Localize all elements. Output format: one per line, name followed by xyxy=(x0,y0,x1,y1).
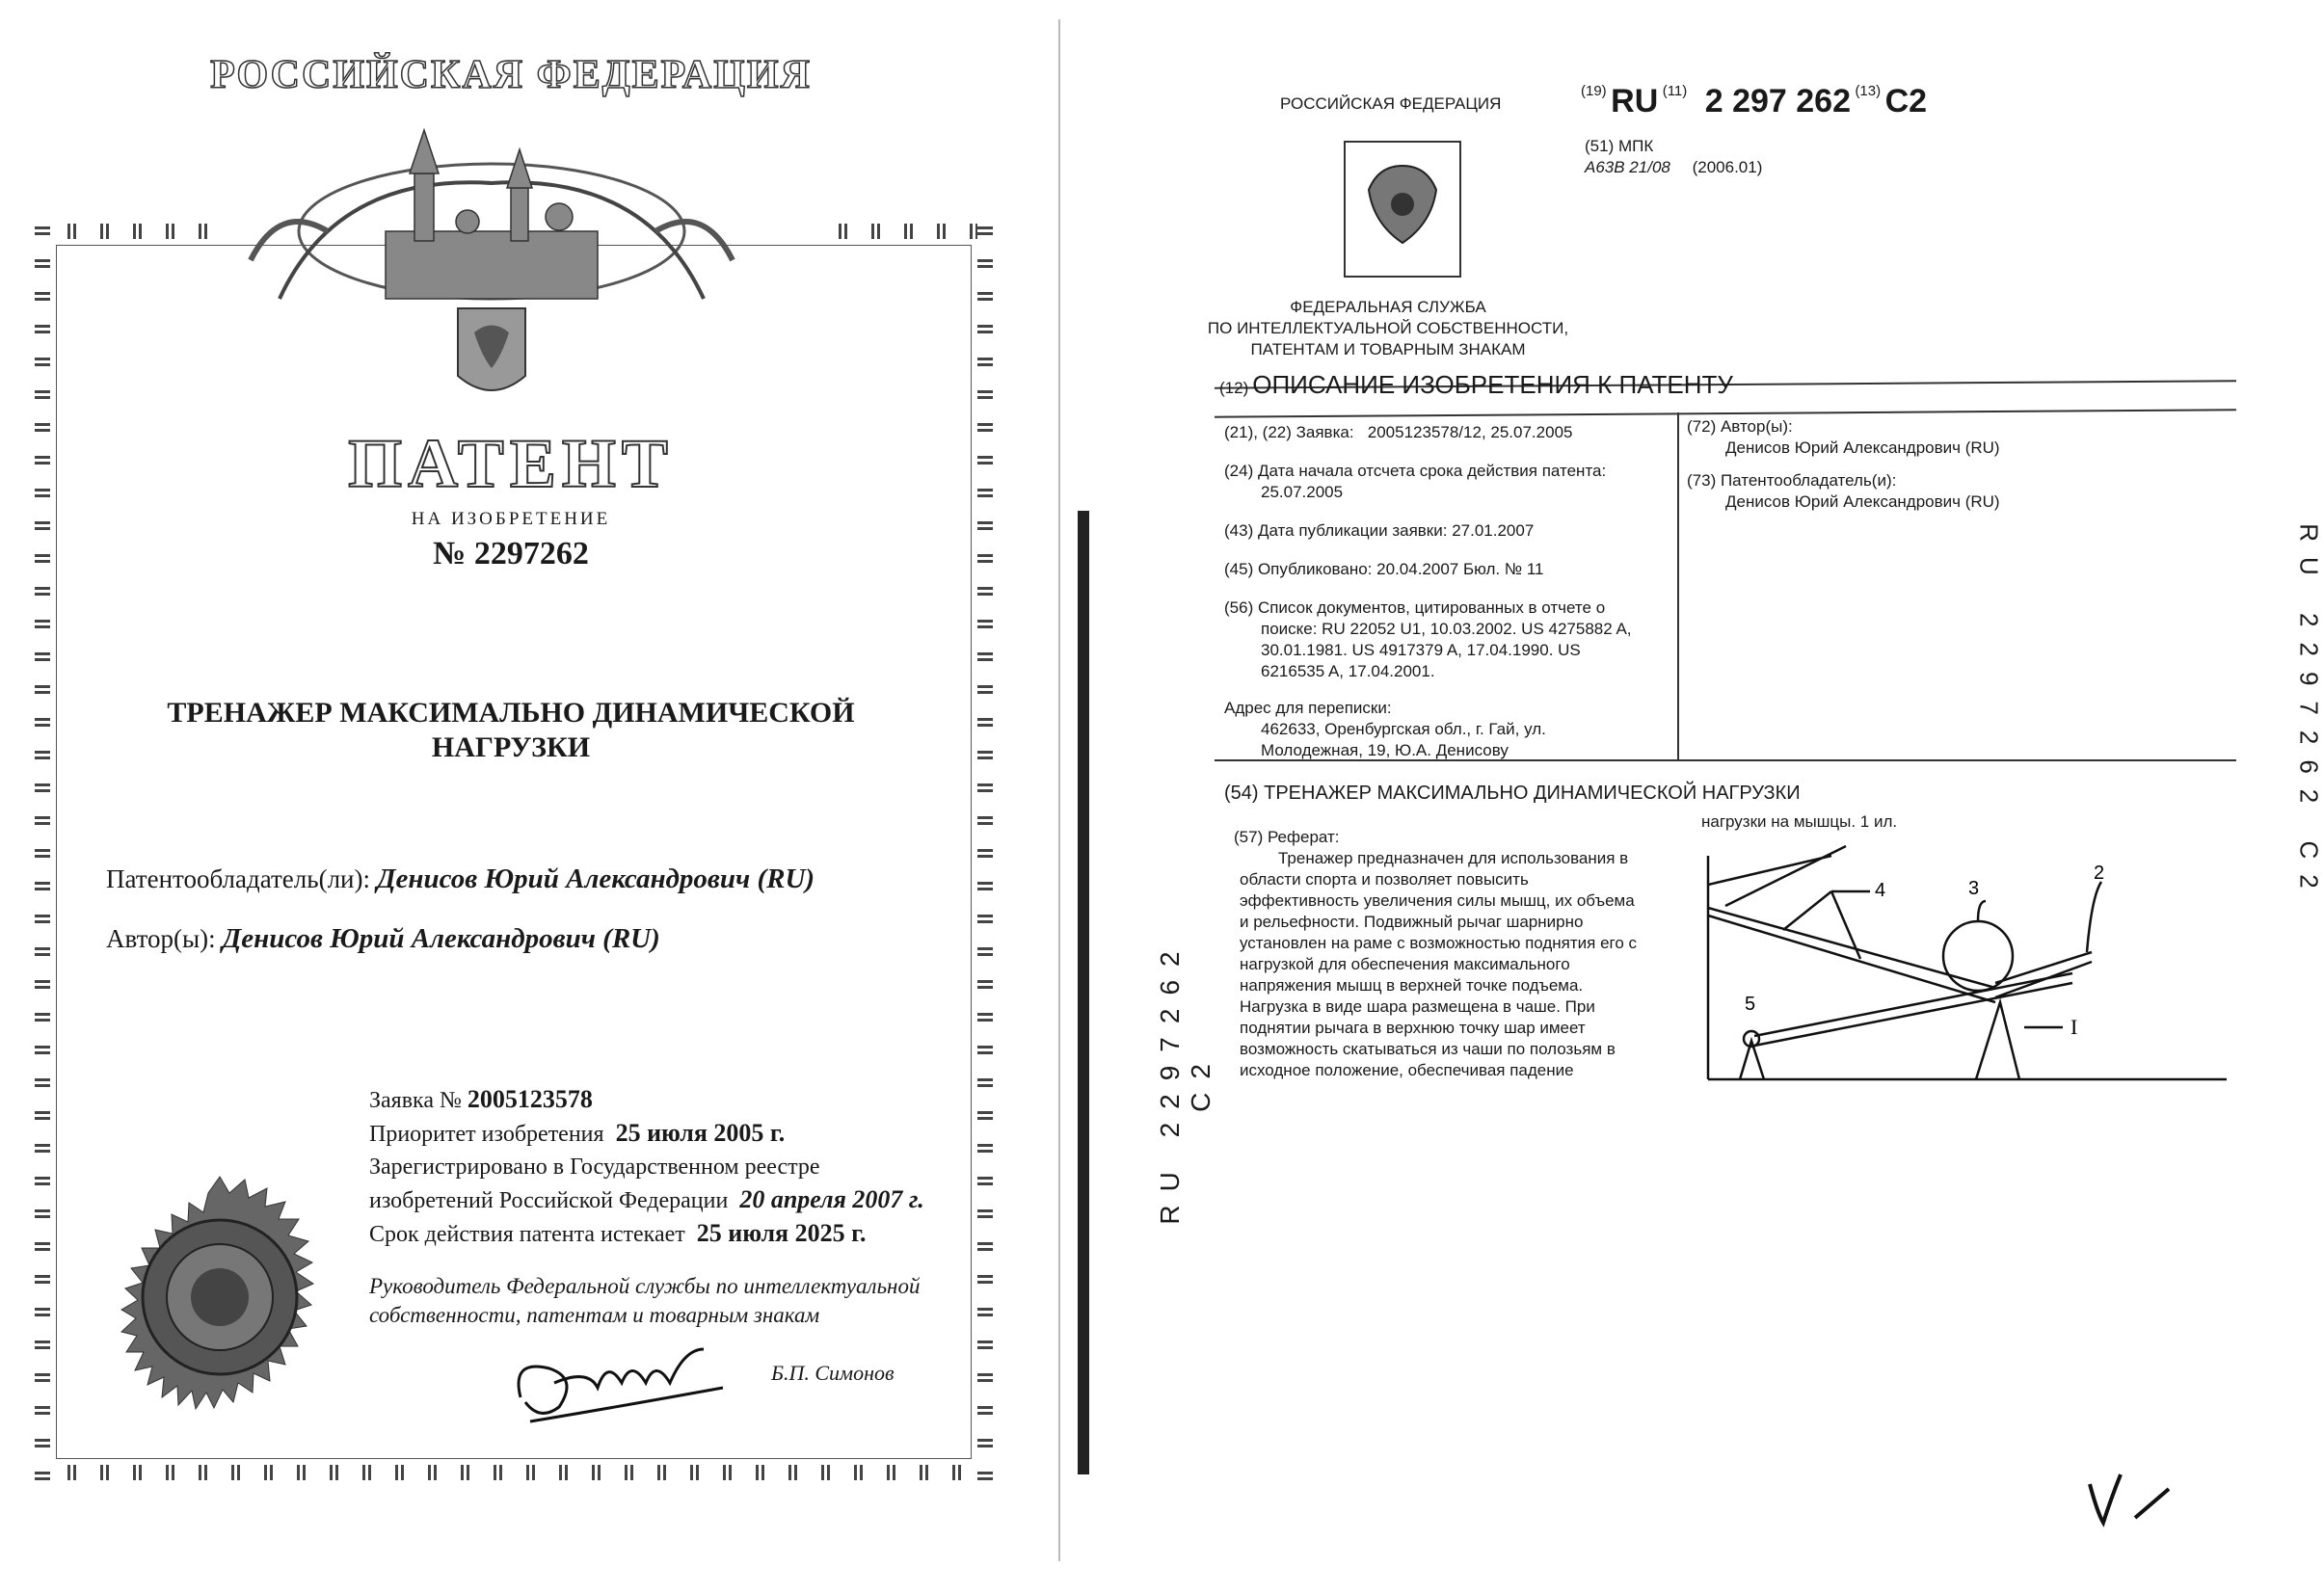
certificate-border-top-right xyxy=(839,224,993,239)
ipc-value: A63B 21/08 xyxy=(1585,158,1670,176)
abstract-line: области спорта и позволяет повысить xyxy=(1240,870,1529,889)
certificate-subtitle: НА ИЗОБРЕТЕНИЕ xyxy=(411,509,611,529)
field-45: (45) Опубликовано: 20.04.2007 Бюл. № 11 xyxy=(1224,560,1544,578)
ipc-label: (51) МПК xyxy=(1585,137,1654,155)
biblio-right-column xyxy=(1687,416,2227,513)
field-24-label: (24) Дата начала отсчета срока действия патента: xyxy=(1224,462,1607,480)
field-56-line4: 6216535 A, 17.04.2001. xyxy=(1261,662,1435,680)
certificate-doc-type: ПАТЕНТ xyxy=(348,425,674,502)
invention-drawing xyxy=(1706,838,2227,1089)
holder-label: Патентообладатель(ли): xyxy=(106,864,370,893)
abstract-line: эффективность увеличения силы мышц, их объема xyxy=(1240,891,1635,910)
fig-label-I: I xyxy=(2070,1015,2078,1039)
field-72-label: (72) Автор(ы): xyxy=(1687,417,1793,436)
fig-label-5: 5 xyxy=(1745,994,1756,1015)
fig-label-2: 2 xyxy=(2094,863,2105,884)
certificate-number: № 2297262 xyxy=(433,536,589,571)
kind-code: C2 xyxy=(1884,83,1928,119)
certificate-registration-details xyxy=(369,1083,986,1251)
certificate-border-top-left xyxy=(35,224,208,239)
handwritten-signature xyxy=(501,1330,742,1436)
author-value: Денисов Юрий Александрович (RU) xyxy=(222,923,660,954)
registered-value: 20 апреля 2007 г. xyxy=(739,1185,924,1213)
biblio-column-divider xyxy=(1677,412,1679,759)
abstract-line: и рельефности. Подвижный рычаг шарнирно xyxy=(1240,913,1584,931)
field-21: (21), (22) Заявка: 2005123578/12, 25.07.2005 xyxy=(1224,423,1573,441)
code19: (19) xyxy=(1581,83,1607,99)
patent-id-block xyxy=(1581,83,1986,120)
abstract-line: напряжения мышц в верхней точке подъема. xyxy=(1240,976,1584,995)
certificate-invention-title xyxy=(116,696,906,765)
abstract-continuation: нагрузки на мышцы. 1 ил. xyxy=(1701,812,1898,831)
heading-text: ОПИСАНИЕ ИЗОБРЕТЕНИЯ К ПАТЕНТУ xyxy=(1252,370,1733,399)
invention-title-line2: НАГРУЗКИ xyxy=(431,731,591,763)
field-73-value: Денисов Юрий Александрович (RU) xyxy=(1725,492,2000,511)
certificate-holder xyxy=(106,863,974,895)
agency-line3: ПАТЕНТАМ И ТОВАРНЫМ ЗНАКАМ xyxy=(1250,340,1526,358)
code13: (13) xyxy=(1855,83,1882,99)
field-72-value: Денисов Юрий Александрович (RU) xyxy=(1725,438,2000,457)
biblio-rule-bottom xyxy=(1215,759,2236,761)
official-seal xyxy=(94,1172,345,1422)
head-line1: Руководитель Федеральной службы по интеллектуальной xyxy=(369,1274,921,1298)
field-56-line3: 30.01.1981. US 4917379 A, 17.04.1990. US xyxy=(1261,641,1581,659)
expiry-label: Срок действия патента истекает xyxy=(369,1222,685,1247)
abstract-line: поднятии рычага в верхнюю точку шар имеет xyxy=(1240,1019,1586,1037)
coat-of-arms-emblem xyxy=(1330,137,1475,281)
address-line2: Молодежная, 19, Ю.А. Денисову xyxy=(1261,741,1509,759)
field-54: (54) ТРЕНАЖЕР МАКСИМАЛЬНО ДИНАМИЧЕСКОЙ НАГРУЗКИ xyxy=(1224,783,1801,804)
abstract-text xyxy=(1240,848,1664,1081)
agency-line1: ФЕДЕРАЛЬНАЯ СЛУЖБА xyxy=(1290,298,1486,316)
certificate-author xyxy=(106,923,974,955)
patent-description-page xyxy=(1070,0,2324,1593)
priority-value: 25 июля 2005 г. xyxy=(615,1119,786,1147)
head-line2: собственности, патентам и товарным знакам xyxy=(369,1303,820,1327)
patent-number: 2 297 262 xyxy=(1704,83,1851,119)
abstract-line: возможность скатываться из чаши по полозьям в xyxy=(1240,1040,1616,1058)
certificate-head-title xyxy=(369,1272,986,1330)
agency-line2: ПО ИНТЕЛЛЕКТУАЛЬНОЙ СОБСТВЕННОСТИ, xyxy=(1207,319,1569,337)
registered-line1: Зарегистрировано в Государственном реестре xyxy=(369,1155,820,1180)
biblio-left-column xyxy=(1224,422,1764,761)
abstract-line: Нагрузка в виде шара размещена в чаше. При xyxy=(1240,997,1595,1016)
page-gap-line xyxy=(1058,19,1060,1561)
code11: (11) xyxy=(1662,83,1688,99)
author-label: Автор(ы): xyxy=(106,924,216,953)
certificate-border-bottom xyxy=(35,1465,993,1480)
expiry-value: 25 июля 2025 г. xyxy=(696,1219,867,1247)
agency-name xyxy=(1205,297,1571,360)
application-label: Заявка № xyxy=(369,1088,462,1113)
country-code: RU xyxy=(1611,83,1659,119)
kremlin-emblem-illustration xyxy=(222,116,761,414)
field-43: (43) Дата публикации заявки: 27.01.2007 xyxy=(1224,521,1535,540)
fig-label-3: 3 xyxy=(1968,878,1980,899)
patent-certificate xyxy=(0,0,1060,1593)
certificate-country: РОССИЙСКАЯ ФЕДЕРАЦИЯ xyxy=(210,53,812,97)
field-56-line2: поиске: RU 22052 U1, 10.03.2002. US 4275882 A, xyxy=(1261,620,1632,638)
fig-label-4: 4 xyxy=(1875,880,1886,901)
ipc-code xyxy=(1585,158,1762,177)
signatory-name: Б.П. Симонов xyxy=(771,1361,895,1385)
description-country: РОССИЙСКАЯ ФЕДЕРАЦИЯ xyxy=(1280,94,1502,113)
address-line1: 462633, Оренбургская обл., г. Гай, ул. xyxy=(1261,720,1546,738)
field-24-value: 25.07.2005 xyxy=(1261,483,1344,501)
priority-label: Приоритет изобретения xyxy=(369,1122,604,1147)
invention-title-line1: ТРЕНАЖЕР МАКСИМАЛЬНО ДИНАМИЧЕСКОЙ xyxy=(167,697,855,729)
description-heading xyxy=(1219,370,2183,400)
address-label: Адрес для переписки: xyxy=(1224,699,1392,717)
application-value: 2005123578 xyxy=(467,1085,593,1113)
holder-value: Денисов Юрий Александрович (RU) xyxy=(376,863,815,894)
registered-line2: изобретений Российской Федерации xyxy=(369,1188,729,1213)
certificate-border-left xyxy=(35,224,50,1480)
code12: (12) xyxy=(1219,379,1249,397)
side-patent-code: RU 2297262 C2 xyxy=(1155,938,1215,1225)
side-patent-code-right: RU 2297262 C2 xyxy=(2294,523,2324,904)
abstract-line: исходное положение, обеспечивая падение xyxy=(1240,1061,1574,1079)
abstract-line: установлен на раме с возможностью поднятия его с xyxy=(1240,934,1638,952)
abstract-line: Тренажер предназначен для использования в xyxy=(1278,849,1629,867)
field-56-line1: (56) Список документов, цитированных в отчете о xyxy=(1224,598,1606,617)
field-57-label: (57) Реферат: xyxy=(1234,828,1340,846)
ipc-year: (2006.01) xyxy=(1692,158,1763,176)
handwritten-check-mark xyxy=(2082,1465,2188,1532)
abstract-line: нагрузкой для обеспечения максимального xyxy=(1240,955,1570,973)
field-73-label: (73) Патентообладатель(и): xyxy=(1687,471,1897,490)
